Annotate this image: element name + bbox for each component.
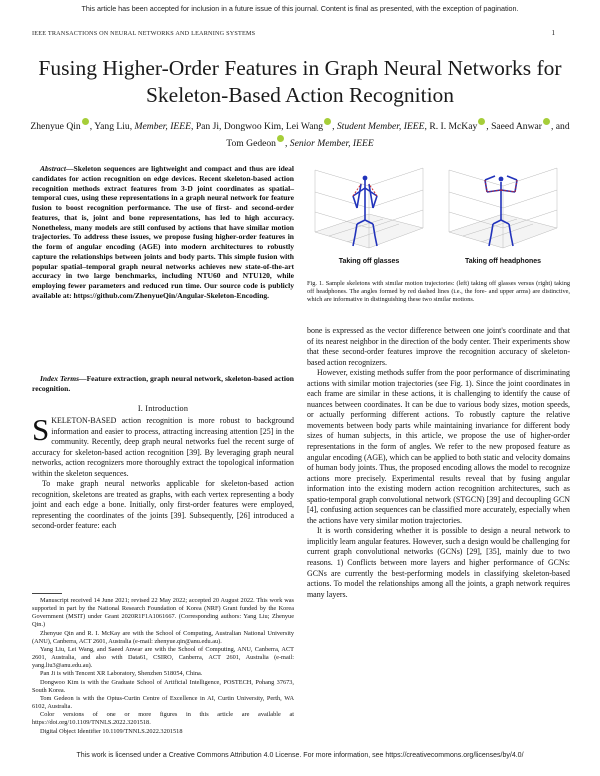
footnote: Color versions of one or more figures in this article are available at https://doi.org/10.1109/TNNLS.2022.3201518. (32, 711, 294, 727)
section-heading: I. Introduction (137, 404, 189, 413)
body-paragraph: It is worth considering whether it is possible to design a neural network to implicitly learn angular features. However, such a design would be challenging for current graph convolutional networks (GCNs) [29], [35], mainly due to two reasons. 1) Conflicts between more layers and higher performance of GCNs: GCNs are currently the best-performing models in classifying skeleton-based actions. To model the relationships among all the joints, a graph network requires many layers. (307, 526, 570, 599)
skeleton-panel-glasses (307, 162, 431, 258)
page-number: 1 (551, 29, 555, 37)
skeleton-panel-headphones (441, 162, 565, 258)
orcid-icon[interactable] (478, 118, 485, 125)
index-terms (32, 374, 294, 394)
author-name: Dongwoo Kim (223, 121, 282, 132)
footnote: Yang Liu, Lei Wang, and Saeed Anwar are with the School of Computing, ANU, Canberra, ACT 2601, Australia, and also with Data61, CSIRO, Canberra, ACT 2601, Australia (e-mail: yang.liu3@anu.edu.au). (32, 645, 294, 670)
figure-1 (307, 162, 570, 270)
body-paragraph: bone is expressed as the vector difference between one joint's coordinate and that of its nearest neighbor in the direction of the body center. Their experiments show that these second-order features improve the recognition accuracy of skeleton-based action recognizers. (307, 326, 570, 367)
footnote: Digital Object Identifier 10.1109/TNNLS.2022.3201518 (40, 727, 183, 735)
abstract-label: Abstract— (40, 164, 74, 173)
intro-lead: KELETON-BASED action recognition is more robust to background information and easier to process, attracting increasing attention [25] in the community. Recently, deep graph neural networks fuel the recent surge of accuracy for skeleton-based action recognition [39]. By leveraging graph neural networks, action recognizers more thoroughly extract the topological information within the skeleton sequences. (32, 416, 294, 478)
intro-paragraph-1 (32, 412, 294, 479)
right-column-text (307, 326, 570, 600)
author-name: Yang Liu (94, 121, 130, 132)
orcid-icon[interactable] (277, 135, 284, 142)
orcid-icon[interactable] (324, 118, 331, 125)
abstract-text: Skeleton sequences are lightweight and compact and thus are ideal candidates for action recognition on edge devices. Recent skeleton-based action recognition methods extract features from 3-D joint coordinates as spatial–temporal cues, using these representations in a graph neural network for feature fusion to boost recognition performance. The use of first- and second-order features, that is, joint and bone representations, has led to high accuracy. Nonetheless, many models are still confused by actions that have similar motion trajectories. To address these issues, we propose fusing higher-order features in the form of angular encoding (AGE) into modern architectures to robustly capture the relationships between joints and body parts. This simple fusion with popular spatial–temporal graph neural networks achieves new state-of-the-art accuracy in two large benchmarks, including NTU60 and NTU120, while employing fewer parameters and reduced run time. Our source code is publicly available at: https://github.com/ZhenyueQin/Angular-Skeleton-Encoding. (32, 164, 294, 300)
author-name: Zhenyue Qin (30, 121, 81, 132)
skeleton-plot-headphones (441, 162, 565, 258)
author-role: Student Member, IEEE (336, 121, 425, 132)
author-name: Saeed Anwar (491, 121, 542, 132)
footnote: Manuscript received 14 June 2021; revised 22 May 2022; accepted 20 August 2022. This work was supported in part by the National Research Foundation of Korea (NRF) Grant funded by the Korea Government (MSIT) under Grant 2020R1F1A1061667. (Corresponding authors: Yang Liu; Zhenyue Qin.) (32, 597, 294, 629)
footnote: Dongwoo Kim is with the Graduate School of Artificial Intelligence, POSTECH, Pohang 37673, South Korea. (32, 678, 294, 694)
index-terms-text: Feature extraction, graph neural network, skeleton-based action recognition. (32, 374, 294, 393)
author-list: Zhenyue Qin , Yang Liu, Member, IEEE, Pan Ji, Dongwoo Kim, Lei Wang , Student Member, IEEE, R. I. McKay , Saeed Anwar , and Tom Gedeon , Senior Member, IEEE (30, 118, 570, 152)
footnote: Zhenyue Qin and R. I. McKay are with the School of Computing, Australian National University (ANU), Canberra, ACT 2601, Australia (e-mail: zhenyue.qin@anu.edu.au). (32, 629, 294, 645)
footnote: Tom Gedeon is with the Optus-Curtin Centre of Excellence in AI, Curtin University, Perth, WA 6102, Australia. (32, 694, 294, 711)
footnote: Pan Ji is with Tencent XR Laboratory, Shenzhen 518054, China. (40, 670, 203, 678)
introduction (32, 412, 294, 532)
abstract (32, 164, 294, 301)
author-role: Member, IEEE (134, 121, 192, 132)
drop-cap: S (32, 412, 50, 447)
paper-title: Fusing Higher-Order Features in Graph Neural Networks for Skeleton-Based Action Recognition (38, 56, 562, 107)
author-name: R. I. McKay (429, 121, 478, 132)
index-terms-label: Index Terms— (40, 374, 87, 383)
author-role: Senior Member, IEEE (289, 138, 374, 149)
body-paragraph: However, existing methods suffer from the poor performance of discriminating actions with similar motion trajectories (see Fig. 1). Since the joint coordinates in each frame are similar in these actions, it is challenging to identify the cause of nuances between coordinates. It can be due to various body sizes, motion speeds, or actually performing different actions. To robustly capture the relative movements between body parts while maintaining invariance for different body sizes of human subjects, in this article, we propose the use of higher-order representations in the form of angles. We refer to the new proposed feature as angular encoding (AGE), which can be applied to both static and velocity domains of human body joints. Thus, the proposed encoding allows the model to recognize actions more precisely. Experimental results reveal that by fusing angular information into the existing modern action recognition architectures, such as spatio-temporal graph convolutional network (STGCN) [39] and decoupling GCN [4], confusing action sequences can be classified more accurately, especially when the actions have very similar motion trajectories. (307, 368, 570, 525)
acceptance-banner: This article has been accepted for inclusion in a future issue of this journal. Content is final as presented, with the exception of pagination. (81, 4, 519, 13)
figure-label-glasses: Taking off glasses (338, 258, 400, 265)
footnotes (32, 597, 294, 736)
intro-paragraph-2: To make graph neural networks applicable for skeleton-based action recognition, skeletons are treated as graphs, with each vertex representing a body joint and each edge a bone. Initially, only first-order features were employed, representing the coordinates of the joints [39]. Subsequently, [26] introduced a second-order feature: each (32, 479, 294, 531)
author-name: Tom Gedeon (226, 138, 276, 149)
figure-caption: Fig. 1. Sample skeletons with similar motion trajectories: (left) taking off glasses versus (right) taking off headphones. The angles formed by red dashed lines (i.e., the fore- and upper arms) are distinctive, which are informative in distinguishing these two similar motions. (307, 280, 570, 304)
author-name: Pan Ji (195, 121, 220, 132)
figure-label-headphones: Taking off headphones (464, 258, 542, 265)
author-name: Lei Wang (285, 121, 324, 132)
orcid-icon[interactable] (82, 118, 89, 125)
footnote-rule (32, 593, 62, 594)
skeleton-plot-glasses (307, 162, 431, 258)
license-footer: This work is licensed under a Creative Commons Attribution 4.0 License. For more information, see https://creativecommons.org/licenses/by/4.0/ (76, 752, 524, 759)
running-head: IEEE TRANSACTIONS ON NEURAL NETWORKS AND LEARNING SYSTEMS (32, 30, 256, 37)
orcid-icon[interactable] (543, 118, 550, 125)
